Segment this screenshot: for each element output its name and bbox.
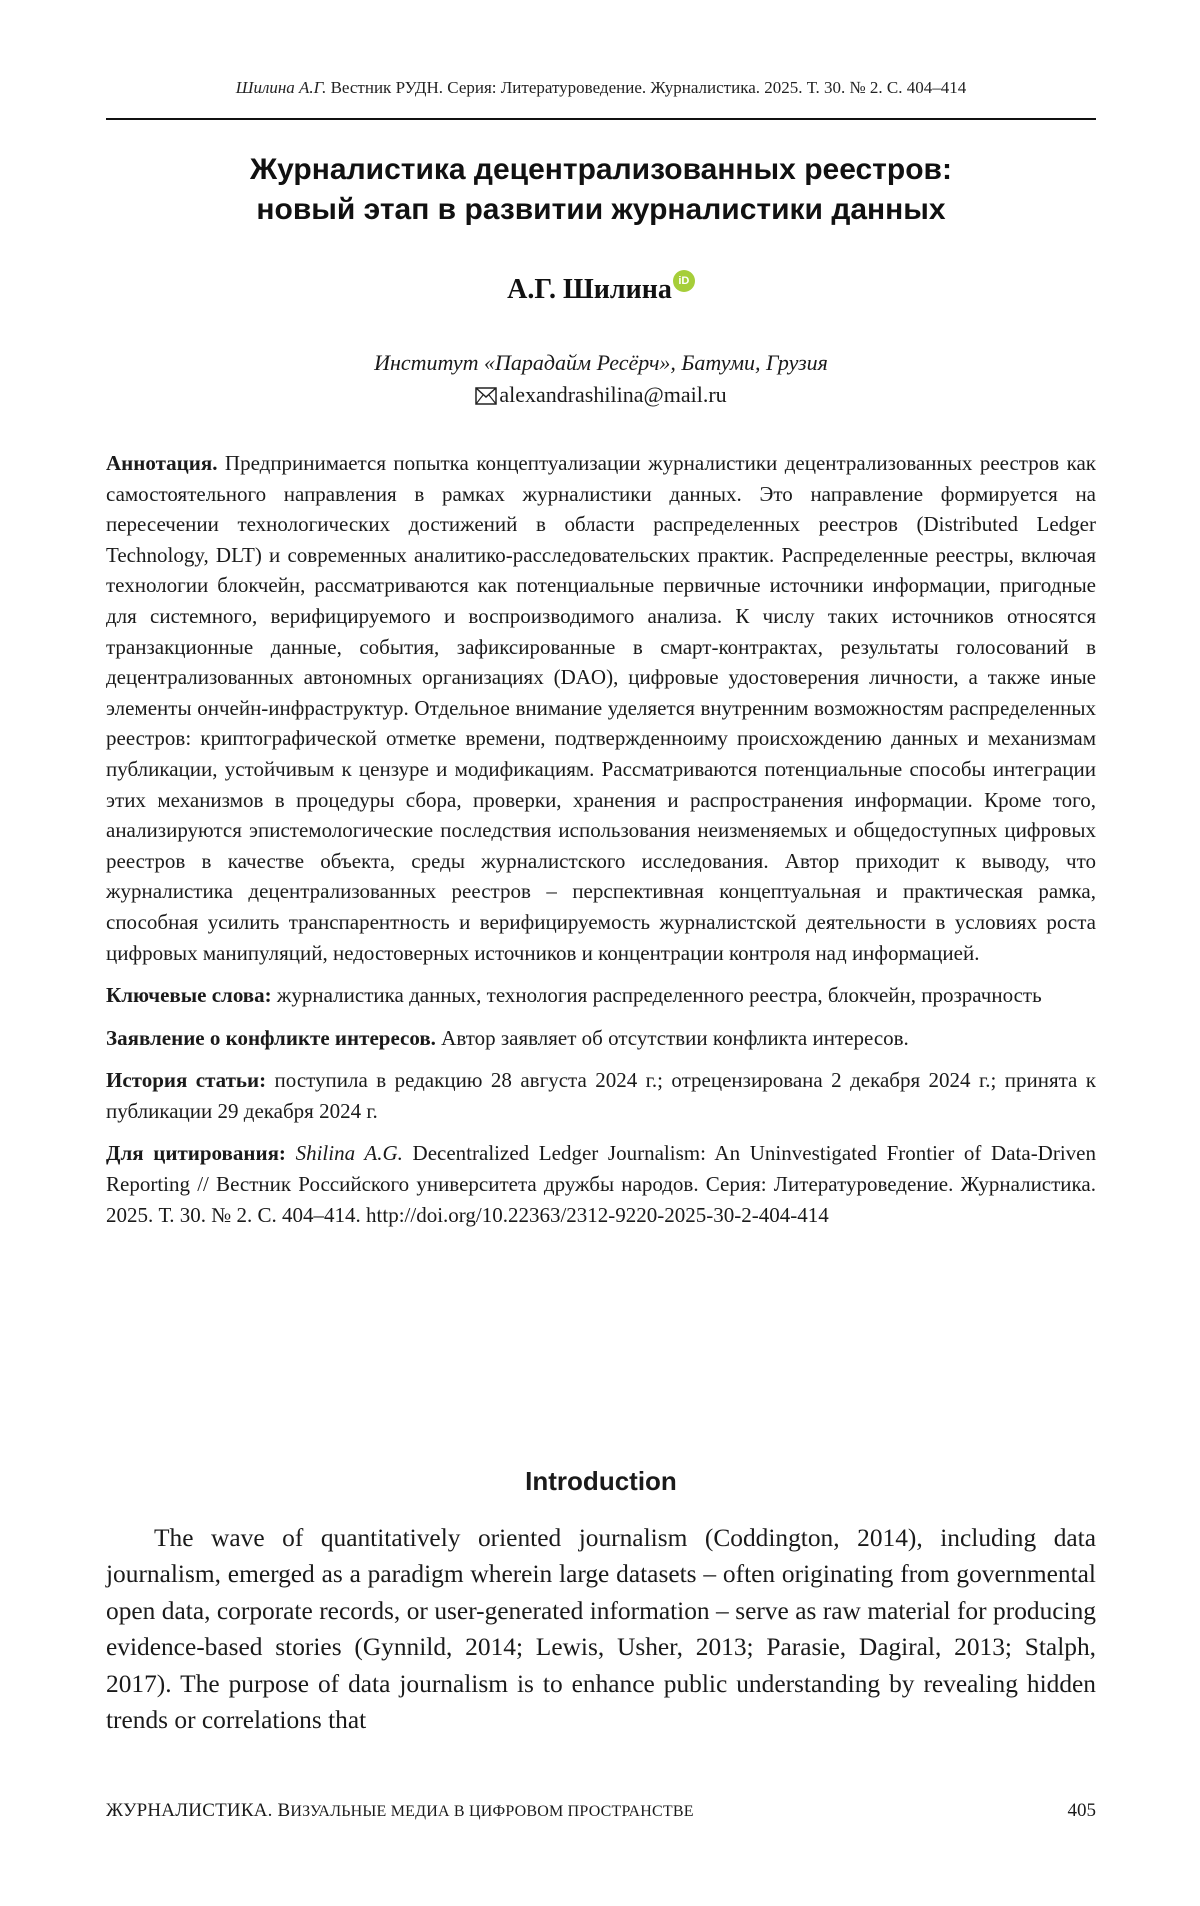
citation-author: Shilina A.G.: [296, 1141, 403, 1165]
abstract-text: Предпринимается попытка концептуализации журналистики децентрализованных реестров как самостоятельного направления в рамках журналистики данных. Это направление формируется на пересечении технологических достижений в области распределенных реестров (Distributed Ledger Technology, DLT) и современных аналитико-расследовательских практик. Распределенные реестры, включая технологии блокчейн, рассматриваются как потенциальные первичные источники информации, пригодные для системного, верифицируемого и воспроизводимого анализа. К числу таких источников относятся транзакционные данные, события, зафиксированные в смарт-контрактах, результаты голосований в децентрализованных автономных организациях (DAO), цифровые удостоверения личности, а также иные элементы ончейн-инфраструктур. Отдельное внимание уделяется внутренним возможностям распределенных реестров: криптографической отметке времени, подтвержденноиму происхождению данных и механизмам публикации, устойчивым к цензуре и модификациям. Рассматриваются потенциальные способы интеграции этих механизмов в процедуры сбора, проверки, хранения и распространения информации. Кроме того, анализируются эпистемологические последствия использования неизменяемых и общедоступных цифровых реестров в качестве объекта, среды журналистского исследования. Автор приходит к выводу, что журналистика децентрализованных реестров – перспективная концептуальная и практическая рамка, способная усилить транспарентность и верифицируемость журналистской деятельности в условиях роста цифровых манипуляций, недостоверных источников и концентрации контроля над информацией.: [106, 451, 1096, 965]
footer-journal-rest: ИЗУАЛЬНЫЕ МЕДИА В ЦИФРОВОМ ПРОСТРАНСТВЕ: [290, 1803, 693, 1820]
introduction-paragraph: The wave of quantitatively oriented journalism (Coddington, 2014), including data journalism, emerged as a paradigm wherein large datasets – often originating from governmental open data, corporate records, or user-generated information – serve as raw material for producing evidence-based stories (Gynnild, 2014; Lewis, Usher, 2013; Parasie, Dagiral, 2013; Stalph, 2017). The purpose of data journalism is to enhance public understanding by revealing hidden trends or correlations that: [106, 1520, 1096, 1738]
abstract-label: Аннотация.: [106, 451, 217, 475]
citation: [106, 1138, 1096, 1230]
article-history: [106, 1065, 1096, 1126]
conflict-statement: [106, 1023, 1096, 1054]
keywords-text: журналистика данных, технология распределенного реестра, блокчейн, прозрачность: [272, 983, 1042, 1007]
author-email-link[interactable]: alexandrashilina@mail.ru: [499, 382, 726, 407]
history-text: поступила в редакцию 28 августа 2024 г.; отрецензирована 2 декабря 2024 г.; принята к публикации 29 декабря 2024 г.: [106, 1068, 1096, 1123]
conflict-text: Автор заявляет об отсутствии конфликта интересов.: [436, 1026, 909, 1050]
title-line-1: Журналистика децентрализованных реестров:: [106, 150, 1096, 190]
title-line-2: новый этап в развитии журналистики данных: [106, 190, 1096, 230]
citation-text: Decentralized Ledger Journalism: An Uninvestigated Frontier of Data-Driven Reporting // Вестник Российского университета дружбы народов. Серия: Литературоведение. Журналистика. 2025. Т. 30. № 2. С. 404–414. http://doi.org/10.22363/2312-9220-2025-30-2-404-414: [106, 1141, 1096, 1226]
page-number: 405: [1068, 1800, 1097, 1822]
running-head-author: Шилина А.Г.: [236, 78, 327, 97]
affiliation: Институт «Парадайм Ресёрч», Батуми, Грузия: [106, 350, 1096, 376]
email-line: [106, 382, 1096, 411]
keywords-label: Ключевые слова:: [106, 983, 272, 1007]
keywords: [106, 980, 1096, 1011]
running-head-journal: Вестник РУДН. Серия: Литературоведение. Журналистика. 2025. Т. 30. № 2. С. 404–414: [326, 78, 966, 97]
citation-label: Для цитирования:: [106, 1141, 286, 1165]
orcid-icon[interactable]: iD: [673, 270, 695, 292]
footer-journal-initial: ЖУРНАЛИСТИКА. В: [106, 1800, 290, 1821]
header-rule: [106, 118, 1096, 120]
abstract: [106, 448, 1096, 968]
running-head: [106, 78, 1096, 98]
article-title: [106, 150, 1096, 230]
history-label: История статьи:: [106, 1068, 266, 1092]
section-heading-introduction: Introduction: [106, 1466, 1096, 1497]
abstract-block: [106, 448, 1096, 1242]
footer-journal-name: [106, 1800, 694, 1822]
author-line: [106, 274, 1096, 306]
author-name: А.Г. Шилина: [507, 274, 672, 305]
envelope-icon: [475, 385, 497, 411]
conflict-label: Заявление о конфликте интересов.: [106, 1026, 436, 1050]
